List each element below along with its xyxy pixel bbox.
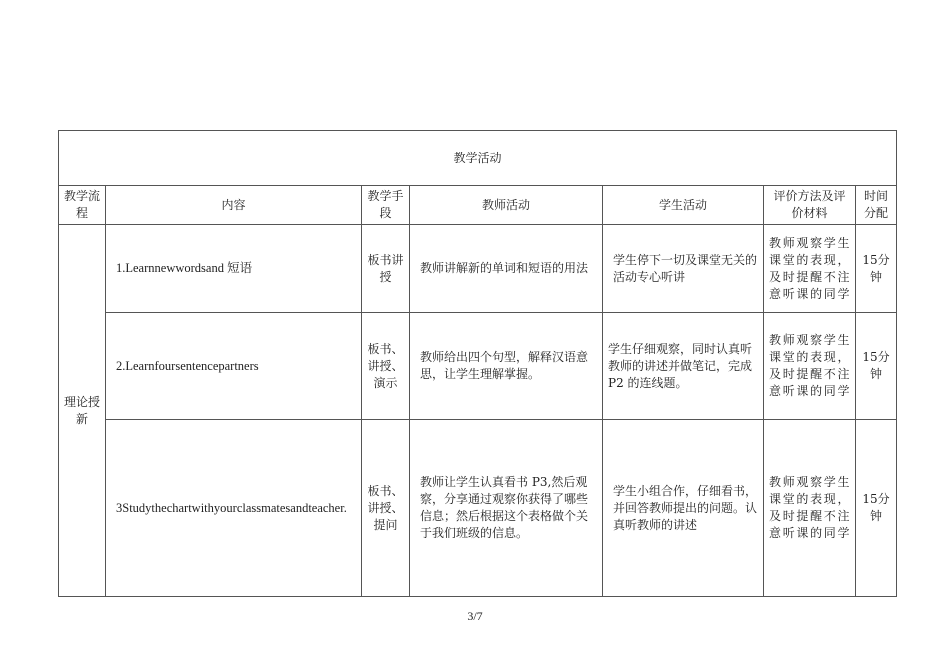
table-title: 教学活动 bbox=[59, 131, 897, 186]
method-cell: 板书讲授 bbox=[362, 225, 410, 313]
evaluation-cell: 教师观察学生课堂的表现，及时提醒不注意听课的同学 bbox=[764, 313, 856, 420]
table-title-row bbox=[59, 131, 897, 186]
time-cell: 15分钟 bbox=[856, 420, 897, 597]
evaluation-cell: 教师观察学生课堂的表现，及时提醒不注意听课的同学 bbox=[764, 420, 856, 597]
content-cell: 3Studythechartwithyourclassmatesandteacher. bbox=[106, 420, 362, 597]
header-time: 时间分配 bbox=[856, 186, 897, 225]
time-cell: 15分钟 bbox=[856, 225, 897, 313]
table-row bbox=[59, 420, 897, 597]
method-cell: 板书、讲授、提问 bbox=[362, 420, 410, 597]
header-teacher-activity: 教师活动 bbox=[410, 186, 603, 225]
table-row bbox=[59, 225, 897, 313]
lesson-plan-table bbox=[58, 130, 897, 597]
time-cell: 15分钟 bbox=[856, 313, 897, 420]
teacher-activity-cell: 教师让学生认真看书 P3,然后观察，分享通过观察你获得了哪些信息；然后根据这个表格做个关于我们班级的信息。 bbox=[410, 420, 603, 597]
method-cell: 板书、讲授、演示 bbox=[362, 313, 410, 420]
content-cell: 2.Learnfoursentencepartners bbox=[106, 313, 362, 420]
process-cell: 理论授新 bbox=[59, 225, 106, 597]
header-process: 教学流程 bbox=[59, 186, 106, 225]
header-evaluation: 评价方法及评价材料 bbox=[764, 186, 856, 225]
student-activity-cell: 学生仔细观察，同时认真听教师的讲述并做笔记，完成 P2 的连线题。 bbox=[603, 313, 764, 420]
header-student-activity: 学生活动 bbox=[603, 186, 764, 225]
table-row bbox=[59, 313, 897, 420]
header-content: 内容 bbox=[106, 186, 362, 225]
student-activity-cell: 学生小组合作，仔细看书，并回答教师提出的问题。认真听教师的讲述 bbox=[603, 420, 764, 597]
header-method: 教学手段 bbox=[362, 186, 410, 225]
page-number: 3/7 bbox=[467, 609, 483, 623]
teacher-activity-cell: 教师讲解新的单词和短语的用法 bbox=[410, 225, 603, 313]
student-activity-cell: 学生停下一切及课堂无关的活动专心听讲 bbox=[603, 225, 764, 313]
content-cell: 1.Learnnewwordsand 短语 bbox=[106, 225, 362, 313]
teacher-activity-cell: 教师给出四个句型，解释汉语意思，让学生理解掌握。 bbox=[410, 313, 603, 420]
table-header-row bbox=[59, 186, 897, 225]
evaluation-cell: 教师观察学生课堂的表现，及时提醒不注意听课的同学 bbox=[764, 225, 856, 313]
